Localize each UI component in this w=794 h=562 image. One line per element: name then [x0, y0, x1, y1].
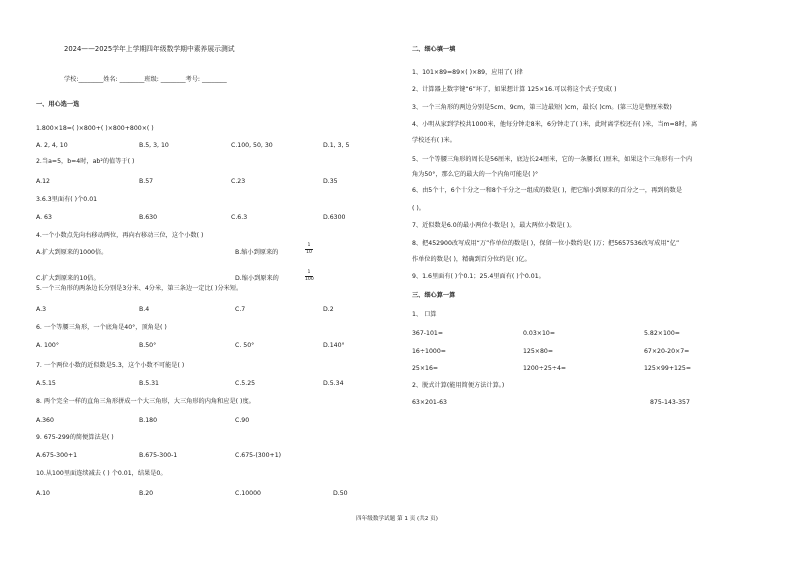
fill-line-9: 9、1.6里面有( )个0.1；25.4里面有( )个0.01。 — [412, 273, 545, 280]
q7-option-c: C.5.25 — [235, 380, 256, 387]
fill-line-6-cont: ( )。 — [412, 205, 425, 212]
step-calc-heading: 2、脱式计算(能用简便方法计算。) — [412, 382, 505, 389]
q1-option-b: B.5, 3, 10 — [139, 142, 169, 149]
q10-option-a: A.10 — [36, 490, 50, 497]
step-calc-item: 63×201-63 — [412, 399, 447, 406]
question-6: 6. 一个等腰三角形，一个底角是40°，顶角是( ) — [36, 324, 167, 331]
oral-item: 67×20-20×7= — [644, 348, 690, 355]
q3-option-c: C.6.3 — [231, 214, 248, 221]
q7-option-a: A.5.15 — [36, 380, 56, 387]
q3-option-d: D.6300 — [323, 214, 346, 221]
q7-option-d: D.5.34 — [323, 380, 344, 387]
fill-line-8: 8、把452900改写成用“万”作单位的数是( )，保留一位小数约是( )万；把5657536改写成用“亿” — [412, 240, 680, 247]
oral-calc-heading: 1、 口算 — [412, 311, 437, 318]
q10-option-c: C.10000 — [235, 490, 261, 497]
question-8: 8. 两个完全一样的直角三角形拼成一个大三角形，大三角形的内角和应是( )度。 — [36, 398, 255, 405]
q10-option-b: B.20 — [139, 490, 154, 497]
oral-item: 5.82×100= — [644, 330, 680, 337]
q8-option-a: A.360 — [36, 417, 54, 424]
oral-item: 125×80= — [523, 348, 554, 355]
q5-option-d: D.2 — [323, 306, 334, 313]
q3-option-a: A. 63 — [36, 214, 52, 221]
oral-item: 0.03×10= — [523, 330, 556, 337]
q4-option-a: A.扩大到原来的1000倍。 — [36, 249, 108, 256]
fraction-denominator: 10 — [306, 250, 312, 255]
question-10: 10.从100里面连续减去 ( ) 个0.01，结果是0。 — [36, 470, 167, 477]
question-2: 2.当a=5，b=4时，ab²的值等于( ) — [36, 158, 135, 165]
oral-item: 16÷1000= — [412, 348, 446, 355]
q2-option-d: D.35 — [323, 178, 338, 185]
section2-heading: 二、细心填一填 — [412, 46, 456, 53]
fraction-denominator: 100 — [305, 277, 314, 282]
q6-option-d: D.140° — [323, 342, 345, 349]
fill-line-4-cont: 学校还有( )米。 — [412, 137, 456, 144]
oral-item: 1200÷25÷4= — [523, 365, 567, 372]
question-3: 3.6.3里面有( )个0.01 — [36, 196, 98, 203]
student-info-line: 学校:________姓名: ________班级: ________考号: ________ — [64, 76, 227, 83]
fraction-numerator: 1 — [307, 243, 311, 248]
q3-option-b: B.630 — [139, 214, 158, 221]
q5-option-b: B.4 — [139, 306, 150, 313]
fill-line-3: 3、一个三角形的两边分别是5cm、9cm，第三边最短( )cm，最长( )cm。(第三边是整厘米数) — [412, 104, 672, 111]
fill-line-5-cont: 角为50°，那么它的最大的一个内角可能是( )° — [412, 171, 539, 178]
q4-option-d: D.缩小到原来的 — [235, 275, 279, 282]
question-9: 9. 675-299的简便算法是( ) — [36, 434, 114, 441]
question-5: 5.一个三角形的两条边长分别是3分米、4分米，第三条边一定比( )分米短。 — [36, 285, 243, 292]
exam-title: 2024——2025学年上学期四年级数学期中素养展示测试 — [64, 45, 235, 53]
q9-option-a: A.675-300+1 — [36, 452, 78, 459]
question-7: 7. 一个两位小数的近似数是5.3，这个小数不可能是( ) — [36, 362, 185, 369]
fill-line-5: 5、一个等腰三角形的周长是56厘米，底边长24厘米，它的一条腰长( )厘米，如果这个三角形有一个内 — [412, 156, 693, 163]
oral-item: 367-101= — [412, 330, 444, 337]
question-4: 4.一个小数点先向右移动两位，再向右移动三位，这个小数( ) — [36, 232, 204, 239]
fraction-numerator: 1 — [307, 270, 311, 275]
question-1: 1.800×18=( )×800+( )×800+800×( ) — [36, 125, 154, 132]
q2-option-c: C.23 — [231, 178, 246, 185]
oral-item: 125×99+125= — [644, 365, 692, 372]
q1-option-c: C.100, 50, 30 — [231, 142, 273, 149]
q7-option-b: B.5.31 — [139, 380, 159, 387]
q5-option-c: C.7 — [235, 306, 246, 313]
q2-option-b: B.57 — [139, 178, 154, 185]
fill-line-6: 6、由5个十，6个十分之一和8个千分之一组成的数是( )，把它缩小到原来的百分之一，再到的数是 — [412, 187, 683, 194]
step-calc-item: 875-143-357 — [650, 399, 690, 406]
page-footer: 四年级数学试题 第 1 页 (共2 页) — [356, 516, 438, 522]
q10-option-d: D.50 — [333, 490, 348, 497]
q2-option-a: A.12 — [36, 178, 50, 185]
q1-option-a: A. 2, 4, 10 — [36, 142, 68, 149]
q4-option-b: B.缩小到原来的 — [235, 249, 279, 256]
q8-option-c: C.90 — [235, 417, 250, 424]
fill-line-2: 2、计算器上数字键“6”坏了，如果想计算 125×16.可以将这个式子变成( ) — [412, 86, 617, 93]
q5-option-a: A.3 — [36, 306, 47, 313]
section1-heading: 一、用心选一选 — [36, 101, 80, 108]
q6-option-a: A. 100° — [36, 342, 59, 349]
fill-line-1: 1、101×89=89×( )×89，应用了( )律 — [412, 69, 523, 76]
q6-option-b: B.50° — [139, 342, 157, 349]
fraction-one-tenth — [305, 243, 313, 255]
q1-option-d: D.1, 3, 5 — [323, 142, 350, 149]
fraction-one-hundredth — [305, 270, 313, 282]
q9-option-b: B.675-300-1 — [139, 452, 178, 459]
fill-line-7: 7、近似数是6.0的最小两位小数是( )，最大两位小数是( )。 — [412, 222, 576, 229]
fill-line-4: 4、小明从家到学校共1000米，他每分钟走8米，6分钟走了( )米，此时离学校还有( )米，当m=8时，离 — [412, 121, 698, 128]
q6-option-c: C. 50° — [235, 342, 255, 349]
fill-line-8-cont: 作单位的数是( )，精确到百分位约是( )亿。 — [412, 256, 531, 263]
q4-option-c: C.扩大到原来的10倍。 — [36, 275, 100, 282]
q9-option-c: C.675-(300+1) — [235, 452, 282, 459]
q8-option-b: B.180 — [139, 417, 158, 424]
section3-heading: 三、细心算一算 — [412, 292, 456, 299]
oral-item: 25×16= — [412, 365, 439, 372]
